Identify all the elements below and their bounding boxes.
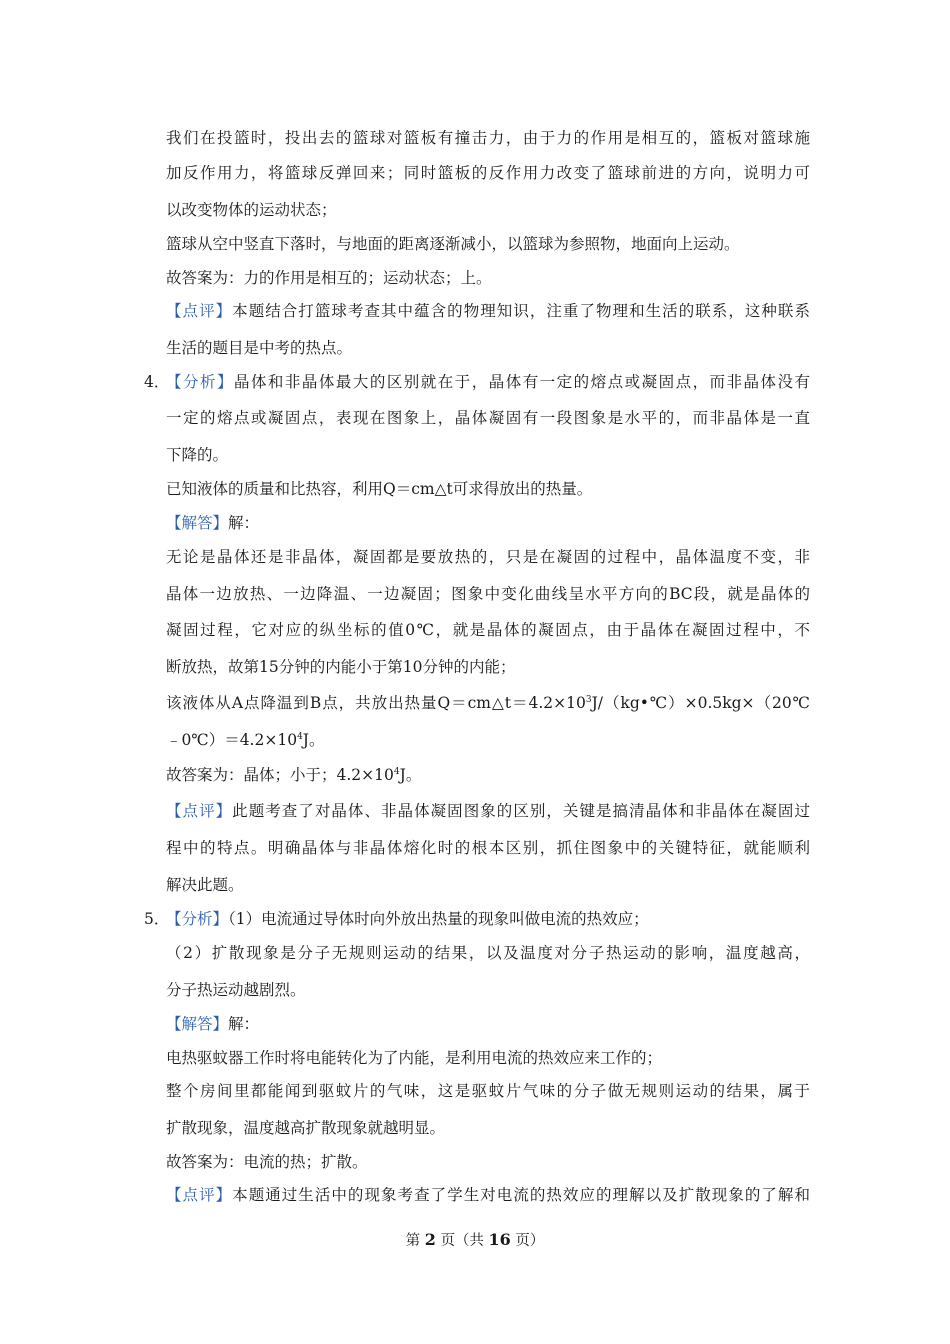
comment-tag: 【点评】 — [166, 802, 233, 820]
text-line: 生活的题目是中考的热点。 — [166, 339, 353, 357]
text-line: 一定的熔点或凝固点，表现在图象上，晶体凝固有一段图象是水平的，而非晶体是一直 — [166, 409, 810, 427]
formula-line — [166, 693, 810, 713]
formula-text: 该液体从A点降温到B点，共放出热量Q＝cm△t＝4.2×10 — [166, 694, 586, 712]
answer-line — [166, 513, 810, 533]
analysis-line — [166, 372, 810, 392]
comment-text: 此题考查了对晶体、非晶体凝固图象的区别，关键是搞清晶体和非晶体在凝固过 — [232, 802, 810, 820]
page-number: 2 — [424, 1230, 436, 1249]
text-line: 加反作用力，将篮球反弹回来；同时篮板的反作用力改变了篮球前进的方向，说明力可 — [166, 164, 810, 182]
text-line: 无论是晶体还是非晶体，凝固都是要放热的，只是在凝固的过程中，晶体温度不变，非 — [166, 548, 810, 566]
footer-text: 页（共 — [440, 1233, 484, 1249]
text-line: 我们在投篮时，投出去的篮球对篮板有撞击力，由于力的作用是相互的，篮板对篮球施 — [166, 129, 810, 147]
analysis-line — [166, 909, 810, 929]
text-line: 已知液体的质量和比热容，利用Q＝cm△t可求得放出的热量。 — [166, 480, 593, 498]
text-line: 解决此题。 — [166, 876, 244, 894]
text-line — [166, 765, 810, 785]
text-line: （2）扩散现象是分子无规则运动的结果，以及温度对分子热运动的影响，温度越高， — [166, 944, 810, 962]
text-line: 断放热，故第15分钟的内能小于第10分钟的内能； — [166, 658, 516, 676]
answer-line — [166, 1014, 810, 1034]
comment-line — [166, 1185, 810, 1205]
page-footer — [0, 1230, 950, 1251]
text-line: 故答案为：电流的热；扩散。 — [166, 1153, 368, 1171]
comment-line — [166, 801, 810, 821]
text-line: 分子热运动越剧烈。 — [166, 981, 306, 999]
exponent: 4 — [297, 732, 303, 742]
formula-text: 故答案为：晶体；小于；4.2×10 — [166, 766, 394, 784]
answer-tag: 【解答】 — [166, 1015, 229, 1033]
text-line: 故答案为：力的作用是相互的；运动状态；上。 — [166, 269, 492, 287]
question-number: 5． — [144, 910, 170, 928]
analysis-tag: 【分析】 — [166, 910, 229, 928]
text-line: 下降的。 — [166, 446, 229, 464]
text-line: 篮球从空中竖直下落时，与地面的距离逐渐减小，以篮球为参照物，地面向上运动。 — [166, 235, 740, 253]
formula-text: J。 — [399, 766, 422, 784]
footer-text: 第 — [405, 1233, 421, 1249]
text-line: 凝固过程，它对应的纵坐标的值0℃，就是晶体的凝固点，由于晶体在凝固过程中，不 — [166, 621, 810, 639]
text-line: 以改变物体的运动状态； — [166, 201, 337, 219]
formula-text: J/（kg•℃）×0.5kg×（20℃ — [591, 694, 810, 712]
total-pages: 16 — [488, 1230, 511, 1249]
analysis-tag: 【分析】 — [166, 373, 234, 391]
text-line: 电热驱蚊器工作时将电能转化为了内能，是利用电流的热效应来工作的； — [166, 1049, 663, 1067]
comment-text: 本题结合打篮球考查其中蕴含的物理知识，注重了物理和生活的联系，这种联系 — [232, 302, 810, 320]
analysis-text: （1）电流通过导体时向外放出热量的现象叫做电流的热效应； — [228, 910, 649, 928]
exponent: 4 — [393, 767, 400, 777]
analysis-text: 晶体和非晶体最大的区别就在于，晶体有一定的熔点或凝固点，而非晶体没有 — [233, 373, 810, 391]
text-line: 整个房间里都能闻到驱蚊片的气味，这是驱蚊片气味的分子做无规则运动的结果，属于 — [166, 1082, 810, 1100]
exponent: 3 — [585, 695, 592, 705]
text-line: 扩散现象，温度越高扩散现象就越明显。 — [166, 1119, 446, 1137]
formula-line — [166, 730, 810, 750]
answer-text: 解： — [228, 1015, 260, 1033]
answer-text: 解： — [228, 514, 260, 532]
formula-text: J。 — [302, 731, 325, 749]
answer-tag: 【解答】 — [166, 514, 229, 532]
comment-tag: 【点评】 — [166, 302, 233, 320]
comment-text: 本题通过生活中的现象考查了学生对电流的热效应的理解以及扩散现象的了解和 — [232, 1186, 810, 1204]
formula-text: ﹣0℃）＝4.2×10 — [166, 731, 298, 749]
comment-line — [166, 301, 810, 321]
text-line: 晶体一边放热、一边降温、一边凝固；图象中变化曲线呈水平方向的BC段，就是晶体的 — [166, 585, 810, 603]
comment-tag: 【点评】 — [166, 1186, 233, 1204]
footer-text: 页） — [515, 1233, 545, 1249]
question-number: 4． — [144, 373, 170, 391]
text-line: 程中的特点。明确晶体与非晶体熔化时的根本区别，抓住图象中的关键特征，就能顺利 — [166, 839, 810, 857]
